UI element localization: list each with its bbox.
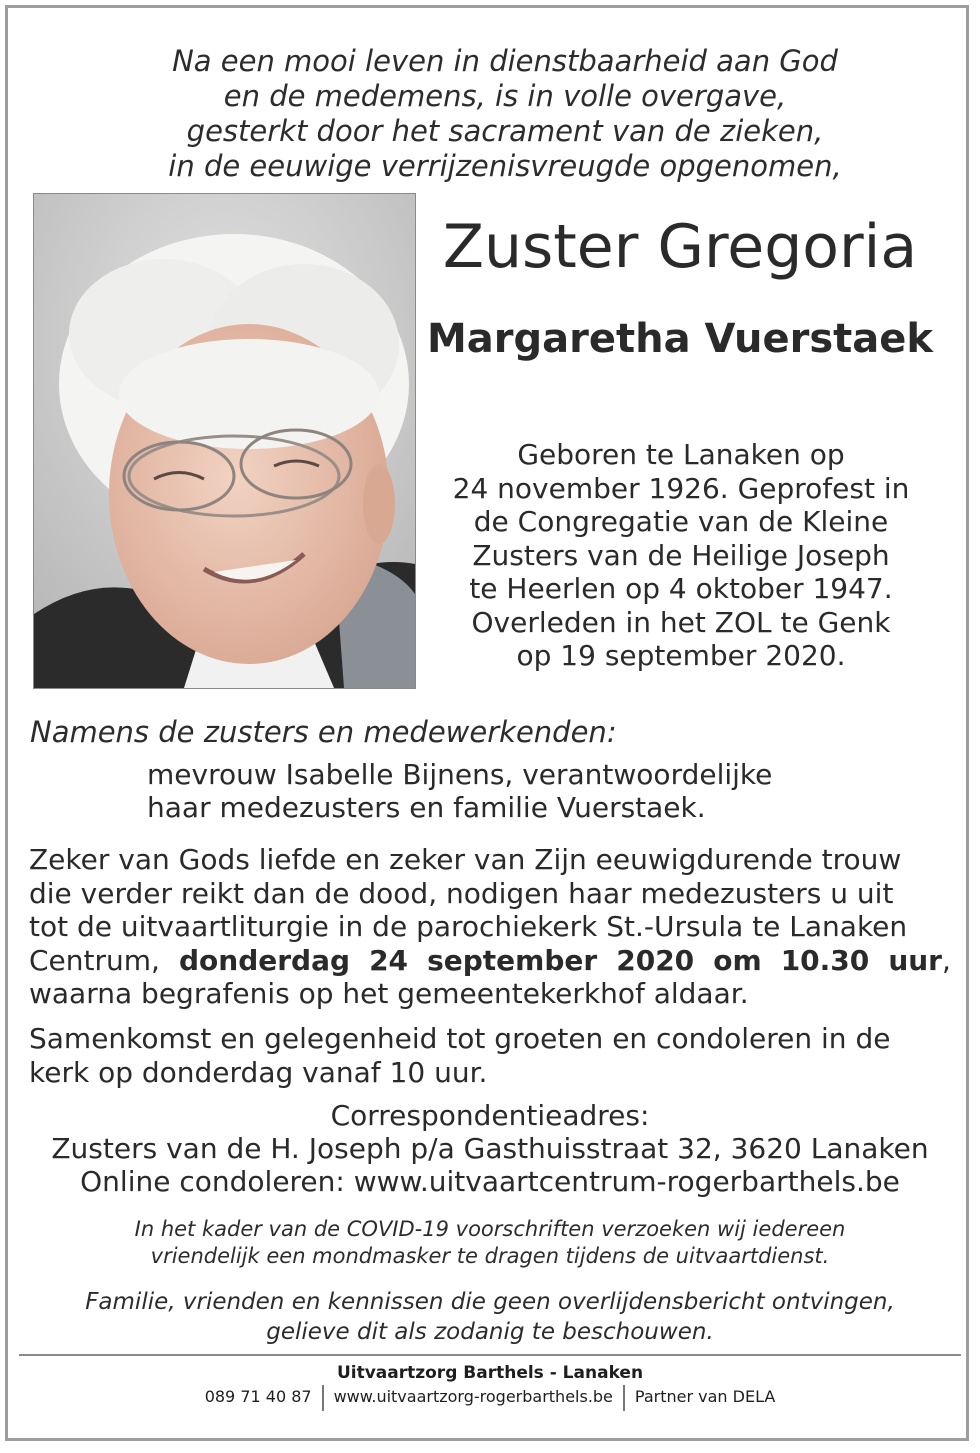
family-line: gelieve dit als zodanig te beschouwen. <box>266 1319 714 1345</box>
comma: , <box>942 943 951 977</box>
bio-line: Geboren te Lanaken op <box>517 438 845 471</box>
covid-line: In het kader van de COVID-19 voorschriften verzoeken wij iedereen <box>134 1217 846 1241</box>
service-date-word: om <box>713 943 762 977</box>
footer-contact <box>20 1385 960 1411</box>
address-line: Zusters van de H. Joseph p/a Gasthuisstraat 32, 3620 Lanaken <box>51 1132 929 1165</box>
service-date-word: donderdag <box>178 943 351 977</box>
bio-line: Zusters van de Heilige Joseph <box>472 538 890 572</box>
intro-line: gesterkt door het sacrament van de zieken, <box>186 114 824 148</box>
covid-line: vriendelijk een mondmasker te dragen tijdens de uitvaartdienst. <box>150 1244 830 1268</box>
namens-heading: Namens de zusters en medewerkenden: <box>30 715 617 749</box>
biography <box>420 438 942 673</box>
invitation-line: tot de uitvaartliturgie in de parochiekerk St.-Ursula te Lanaken <box>29 910 908 944</box>
correspondence-address <box>20 1099 960 1198</box>
signers <box>147 758 772 824</box>
service-date-word: 2020 <box>616 943 695 977</box>
service-time-tail <box>888 944 951 978</box>
bio-line: 24 november 1926. Geprofest in <box>452 471 910 505</box>
invitation-line: Zeker van Gods liefde en zeker van Zijn eeuwigdurende trouw <box>29 843 902 876</box>
online-condolence: Online condoleren: www.uitvaartcentrum-rogerbarthels.be <box>80 1165 900 1198</box>
portrait-photo <box>33 193 416 689</box>
invitation-paragraph <box>29 843 951 1011</box>
intro-text <box>30 44 980 184</box>
invitation-line: die verder reikt dan de dood, nodigen haar medezusters u uit <box>29 876 894 910</box>
footer-divider <box>19 1354 961 1356</box>
gathering-line: kerk op donderdag vanaf 10 uur. <box>29 1055 488 1089</box>
invitation-date-line <box>29 944 951 978</box>
bio-line: te Heerlen op 4 oktober 1947. <box>469 572 893 605</box>
signer-line: mevrouw Isabelle Bijnens, verantwoordelijke <box>147 758 773 791</box>
invitation-line: waarna begrafenis op het gemeentekerkhof aldaar. <box>29 977 749 1011</box>
separator <box>623 1385 625 1411</box>
invitation-word: Centrum, <box>29 943 160 977</box>
service-date-word: 24 <box>369 943 409 977</box>
gathering-paragraph <box>29 1022 951 1089</box>
service-date-word: uur <box>888 943 942 977</box>
intro-line: en de medemens, is in volle overgave, <box>223 79 787 113</box>
bio-line: op 19 september 2020. <box>516 639 846 672</box>
bio-line: Overleden in het ZOL te Genk <box>471 605 891 639</box>
deceased-title-name: Zuster Gregoria <box>442 212 918 282</box>
footer-partner: Partner van DELA <box>634 1387 776 1406</box>
bio-line: de Congregatie van de Kleine <box>473 505 889 538</box>
intro-line: Na een mooi leven in dienstbaarheid aan God <box>172 44 838 78</box>
footer-website: www.uitvaartzorg-rogerbarthels.be <box>333 1387 613 1406</box>
portrait-illustration <box>34 194 415 688</box>
covid-notice <box>20 1216 960 1270</box>
service-date-word: 10.30 <box>780 943 870 977</box>
signer-line: haar medezusters en familie Vuerstaek. <box>147 791 706 824</box>
footer-phone: 089 71 40 87 <box>204 1387 312 1406</box>
separator <box>322 1385 324 1411</box>
footer-title: Uitvaartzorg Barthels - Lanaken <box>336 1363 644 1383</box>
family-note <box>20 1287 960 1347</box>
gathering-line: Samenkomst en gelegenheid tot groeten en condoleren in de <box>29 1022 891 1055</box>
family-line: Familie, vrienden en kennissen die geen overlijdensbericht ontvingen, <box>85 1289 895 1315</box>
address-heading: Correspondentieadres: <box>330 1099 650 1132</box>
service-date-word: september <box>427 943 598 977</box>
intro-line: in de eeuwige verrijzenisvreugde opgenomen, <box>168 149 842 183</box>
deceased-civil-name: Margaretha Vuerstaek <box>426 316 934 362</box>
